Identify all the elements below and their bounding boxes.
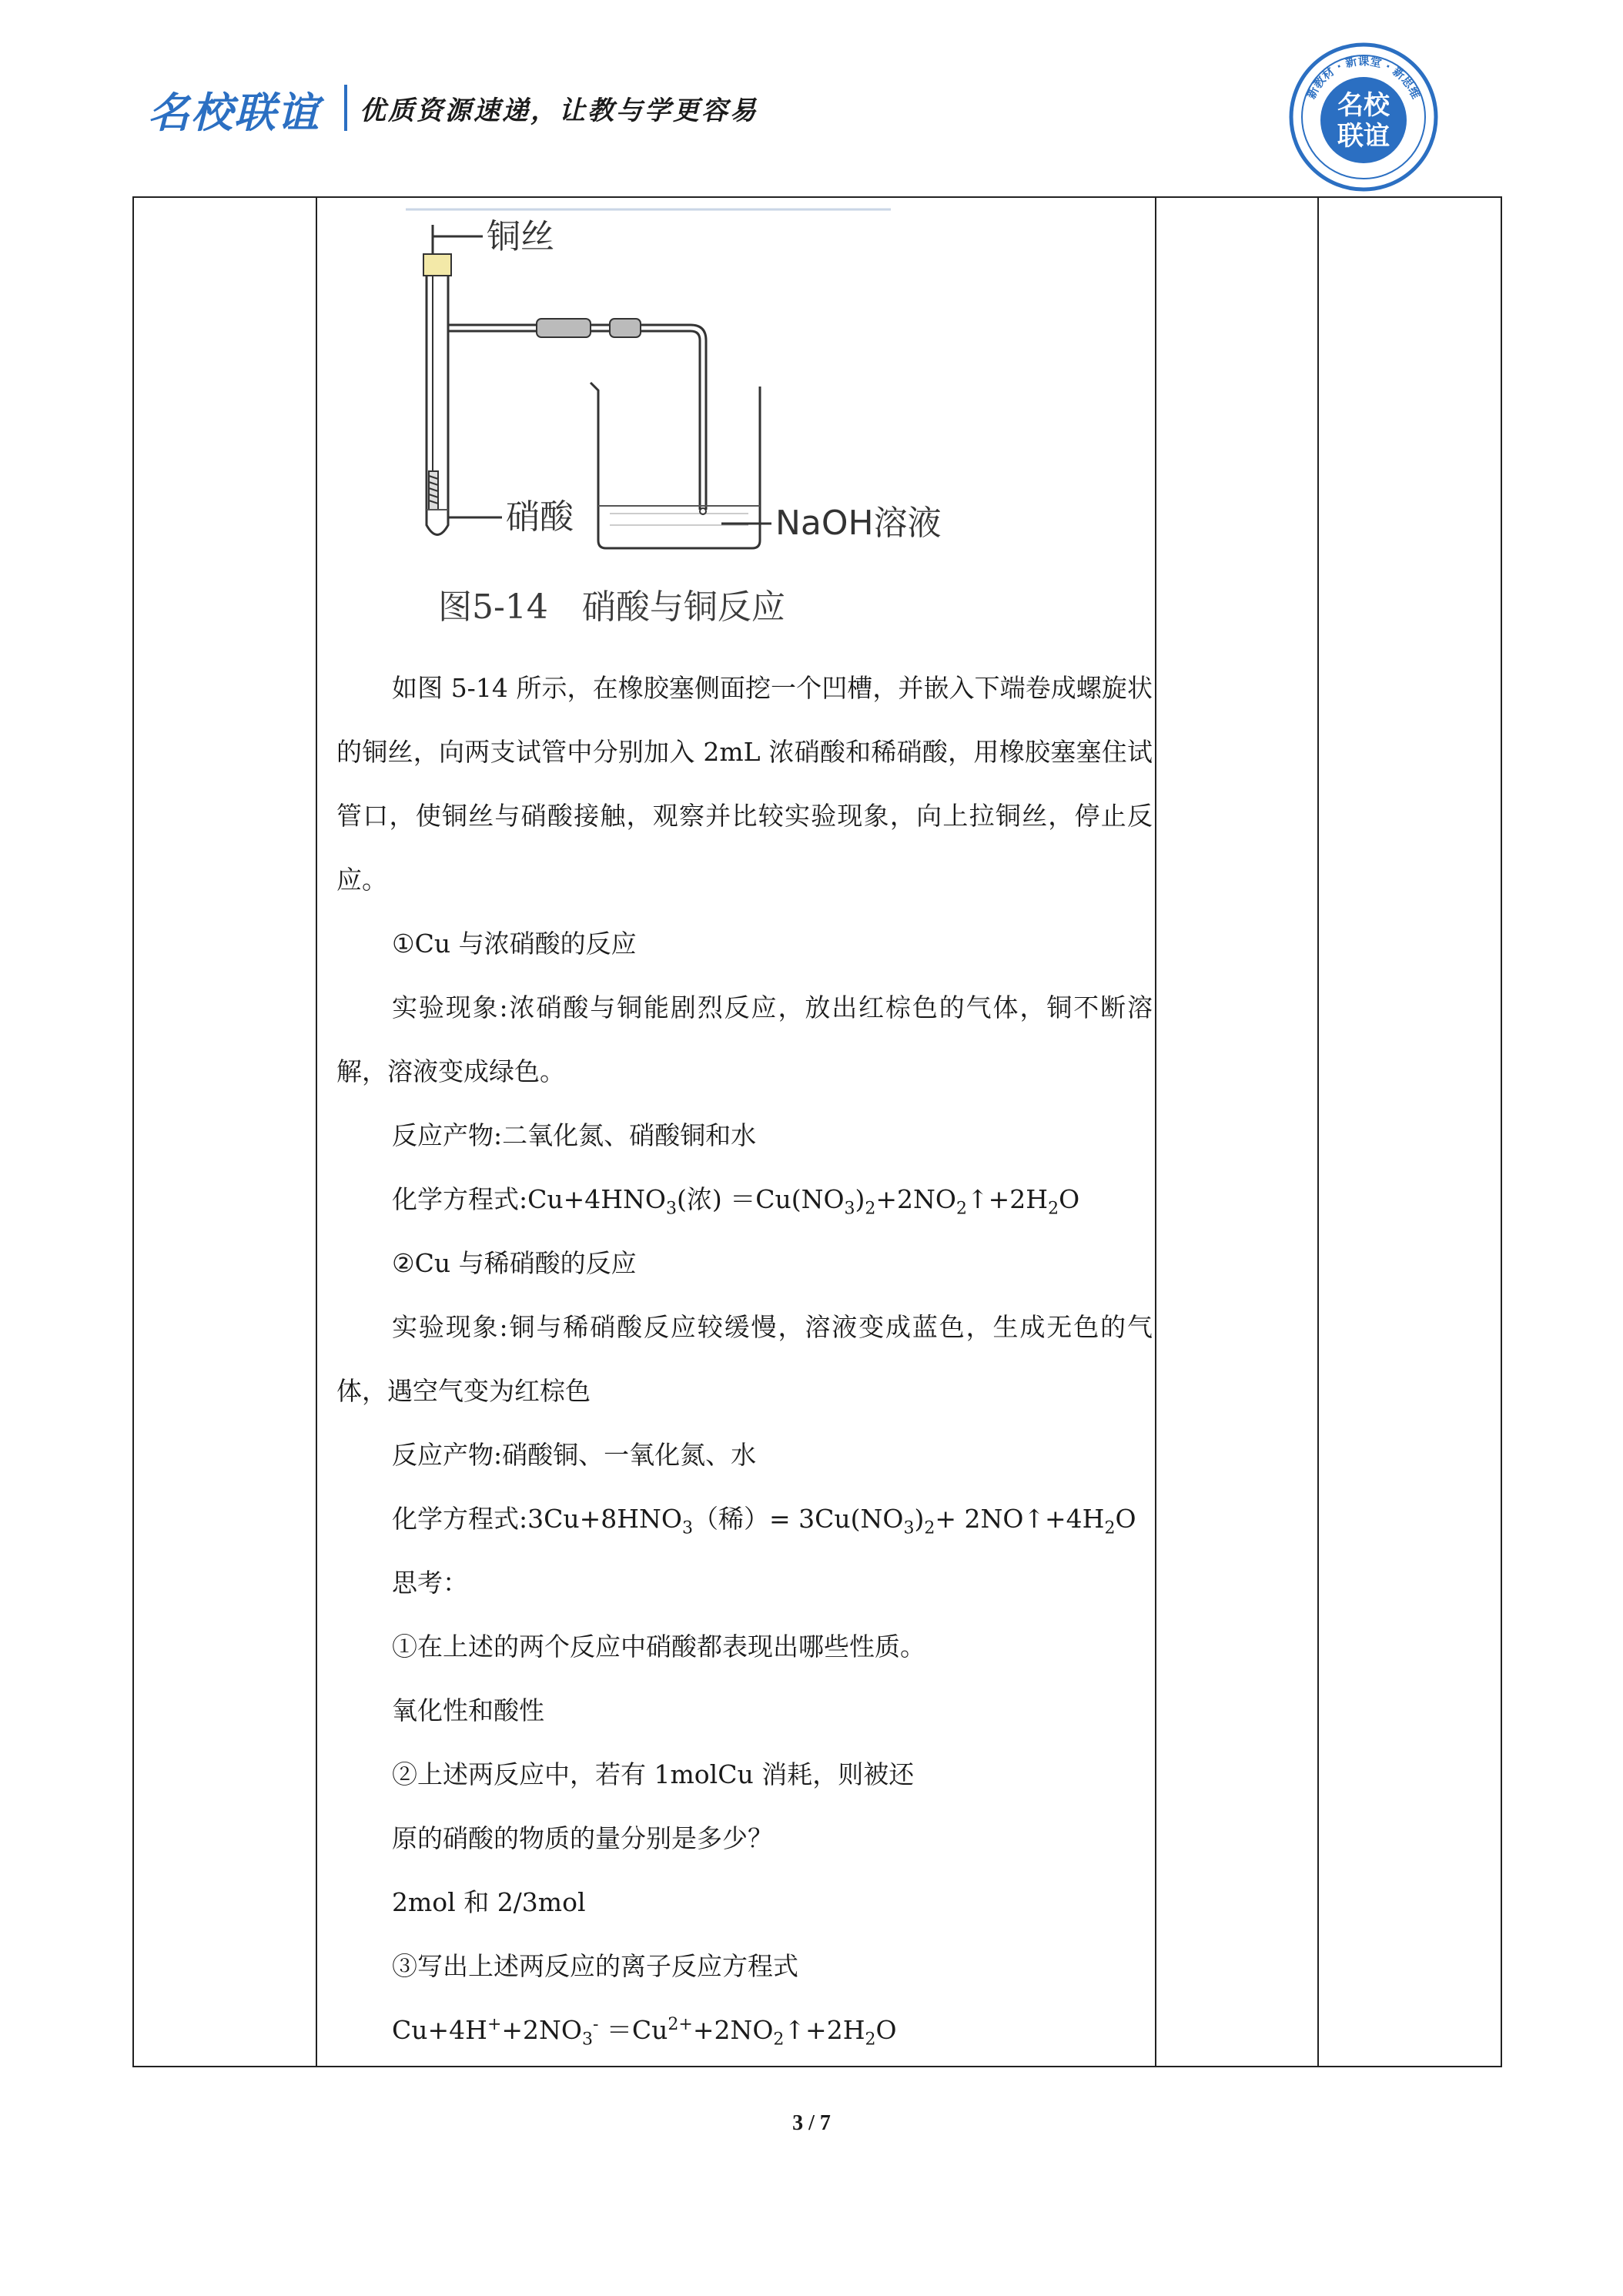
paragraph: ③写出上述两反应的离子反应方程式 — [392, 1951, 798, 1981]
page-header — [148, 74, 1457, 143]
paragraph: ②Cu 与稀硝酸的反应 — [392, 1248, 637, 1278]
svg-text:名校: 名校 — [1337, 90, 1390, 121]
equation-line: 化学方程式$:3Cu+8HNO_3$（稀）= $3Cu(NO_3)_2+$ $2NO↑+4H_2O$ — [392, 1504, 1136, 1538]
paragraph: 氧化性和酸性 — [392, 1695, 544, 1725]
brand-slogan: 优质资源速递，让教与学更容易 — [360, 95, 758, 126]
naoh-label: NaOH溶液 — [775, 504, 942, 543]
paragraph: 思考： — [392, 1568, 468, 1598]
figure-caption: 图5-14 硝酸与铜反应 — [438, 587, 785, 627]
paragraph: 原的硝酸的物质的量分别是多少？ — [392, 1823, 773, 1853]
svg-text:新教材 · 新课堂 · 新思维: 新教材 · 新课堂 · 新思维 — [1303, 54, 1424, 102]
copper-wire-label: 铜丝 — [487, 217, 554, 256]
experiment-figure — [352, 202, 942, 656]
equation-line: $Cu+4H^++2NO_3^-$ $=Cu^{2+}+2NO_2↑+2H_2O$ — [392, 2015, 897, 2050]
paragraph: 2mol 和 2/3mol — [392, 1887, 586, 1917]
paragraph: 反应产物:二氧化氮、硝酸铜和水 — [392, 1120, 757, 1150]
table-column-divider — [316, 198, 317, 2066]
lesson-content — [336, 202, 1153, 2062]
equation-line: 化学方程式$:Cu+4HNO_3$(浓) $=Cu(NO_3)_2+2NO_2↑+2H_2O$ — [392, 1184, 1080, 1219]
paragraph: 如图 5-14 所示，在橡胶塞侧面挖一个凹槽，并嵌入下端卷成螺旋状的铜丝，向两支试管中分别加入 2mL 浓硝酸和稀硝酸，用橡胶塞塞住试管口，使铜丝与硝酸接触，观察并比较实验现象，向上拉铜丝，停止反应。 — [336, 673, 1153, 895]
paragraph: ②上述两反应中，若有 1molCu 消耗，则被还 — [392, 1759, 915, 1789]
paragraph: 实验现象:浓硝酸与铜能剧烈反应，放出红棕色的气体，铜不断溶解，溶液变成绿色。 — [336, 992, 1153, 1086]
table-column-divider — [1155, 198, 1156, 2066]
header-divider — [344, 85, 347, 131]
paragraph: ①Cu 与浓硝酸的反应 — [392, 929, 637, 959]
brand-logo-text: 名校联谊 — [148, 89, 320, 137]
page-number: 3 / 7 — [792, 2111, 831, 2135]
paragraph: 反应产物:硝酸铜、一氧化氮、水 — [392, 1440, 757, 1470]
paragraph: ①在上述的两个反应中硝酸都表现出哪些性质。 — [392, 1632, 925, 1662]
apparatus-diagram — [352, 202, 942, 571]
paragraph: 实验现象:铜与稀硝酸反应较缓慢，溶液变成蓝色，生成无色的气体，遇空气变为红棕色 — [336, 1312, 1153, 1406]
svg-text:联谊: 联谊 — [1337, 121, 1390, 152]
table-column-divider — [1317, 198, 1319, 2066]
nitric-acid-label: 硝酸 — [506, 497, 574, 537]
school-seal-logo — [1288, 42, 1439, 192]
